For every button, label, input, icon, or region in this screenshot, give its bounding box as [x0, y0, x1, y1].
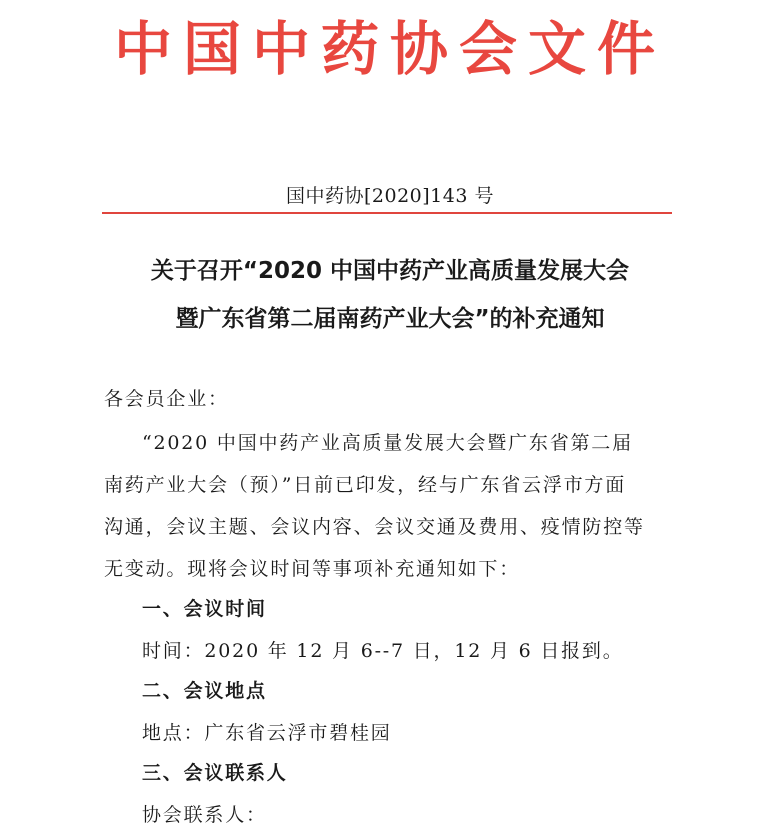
section-detail-contact: 协会联系人： [142, 804, 267, 826]
paragraph-line: 无变动。现将会议时间等事项补充通知如下： [104, 558, 521, 580]
red-divider-rule [102, 212, 672, 214]
paragraph-line: 沟通，会议主题、会议内容、会议交通及费用、疫情防控等 [104, 516, 645, 538]
section-detail-location: 地点：广东省云浮市碧桂园 [142, 722, 392, 744]
paragraph-line: “2020 中国中药产业高质量发展大会暨广东省第二届 [142, 432, 633, 454]
masthead-title: 中国中药协会文件 [113, 15, 666, 83]
section-heading-time: 一、会议时间 [142, 598, 267, 620]
notice-title-line-1: 关于召开“2020 中国中药产业高质量发展大会 [150, 258, 630, 284]
section-heading-contact: 三、会议联系人 [142, 762, 288, 784]
section-heading-location: 二、会议地点 [142, 680, 267, 702]
section-detail-time: 时间：2020 年 12 月 6--7 日，12 月 6 日报到。 [142, 640, 624, 662]
paragraph-line: 南药产业大会（预）”日前已印发，经与广东省云浮市方面 [104, 474, 627, 496]
notice-title-line-2: 暨广东省第二届南药产业大会”的补充通知 [175, 306, 605, 332]
salutation: 各会员企业： [104, 388, 229, 410]
document-number: 国中药协[2020]143 号 [286, 185, 494, 207]
